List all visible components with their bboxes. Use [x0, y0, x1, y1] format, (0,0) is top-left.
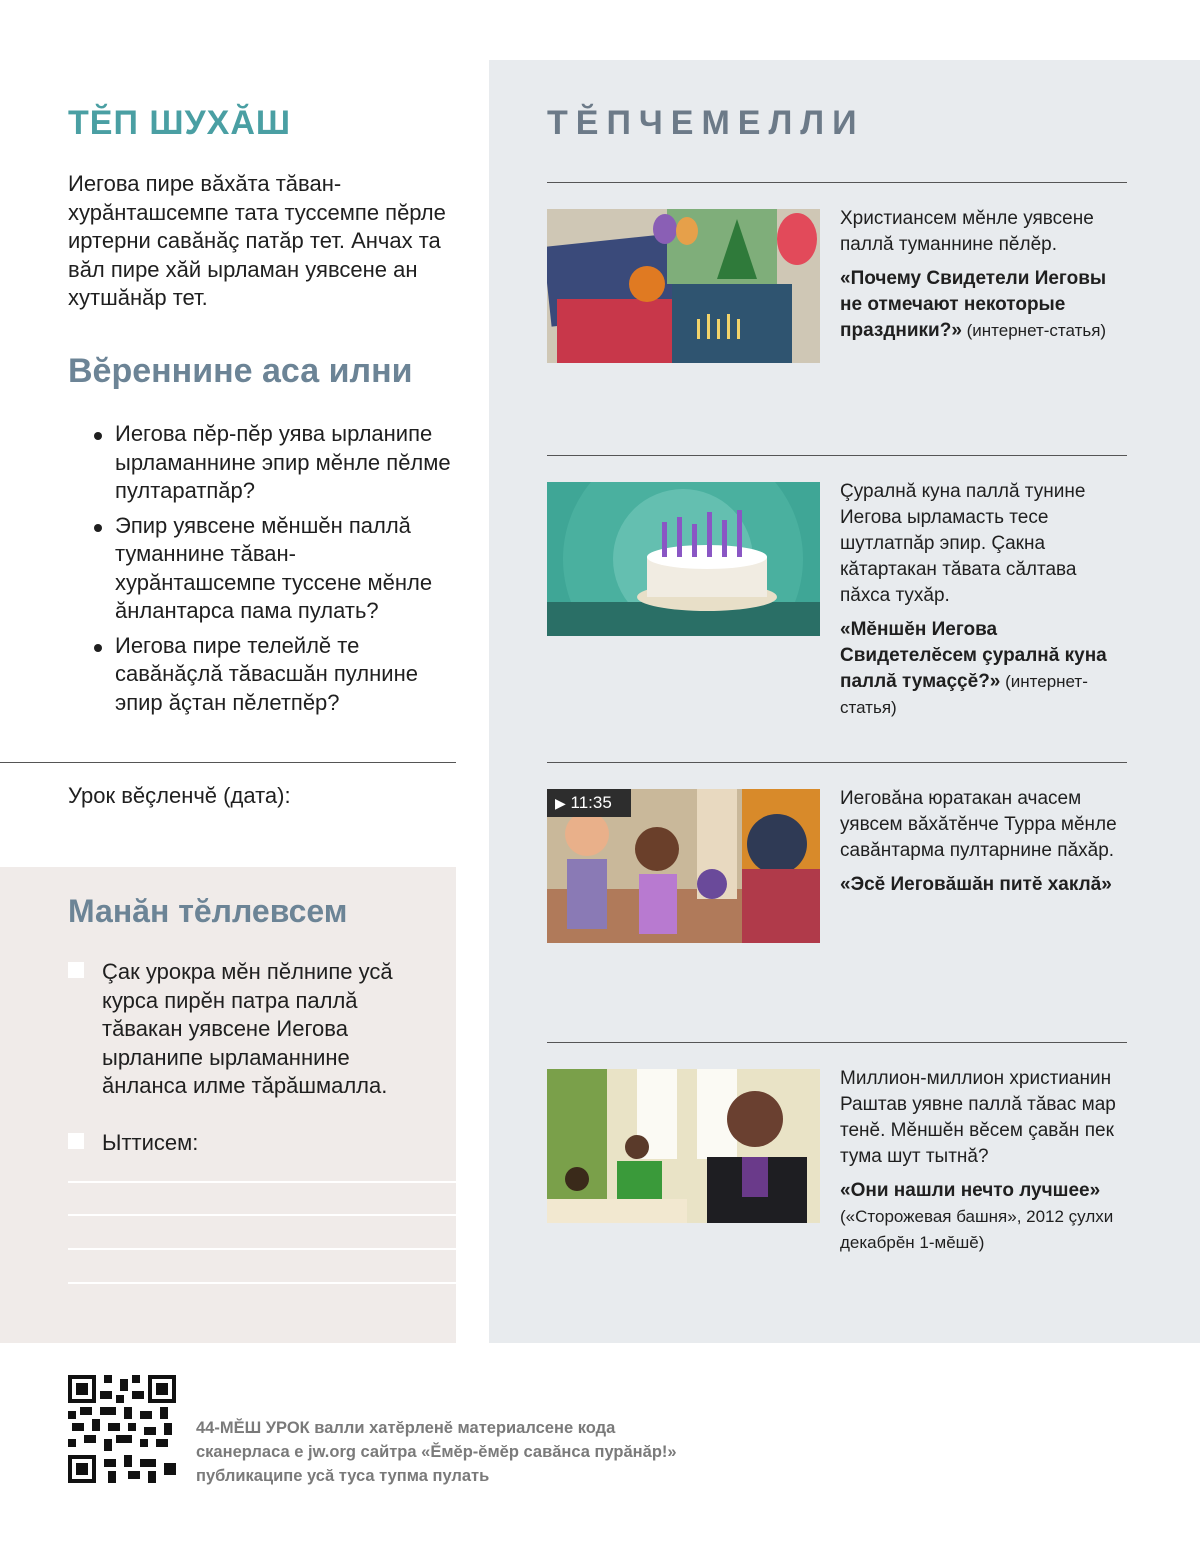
holidays-collage-image[interactable]: [547, 209, 820, 363]
divider: [547, 455, 1127, 456]
write-line[interactable]: [68, 1248, 456, 1250]
research-item-ref[interactable]: [840, 1178, 1130, 1256]
review-question: Эпир уявсене мĕншĕн паллă туманнине тăван-хурăнташсемпе туссене мĕнле ăнлантарса пама пулать?: [90, 512, 456, 626]
goal-text: Ыттисем:: [102, 1130, 199, 1155]
research-item: [840, 1066, 1130, 1256]
research-item-ref[interactable]: [840, 872, 1130, 898]
research-item-source: (интернет-статья): [961, 321, 1107, 340]
research-item-title[interactable]: «Они нашли нечто лучшее»: [840, 1180, 1101, 1201]
summary-heading: ТĔП ШУХĂШ: [68, 104, 292, 142]
research-item-desc: Иеговăна юратакан ачасем уявсем вăхăтĕнче Турра мĕнле савăнтарма пултарнине пăхăр.: [840, 788, 1117, 861]
play-icon[interactable]: ▶: [555, 795, 566, 811]
goal-item: [68, 1129, 438, 1158]
goal-checkbox[interactable]: [68, 962, 84, 978]
goal-text: Çак урокра мĕн пĕлнипе усă курса пирĕн патра паллă тăвакан уявсене Иегова ырланипе ырламаннине ăнланса илме тăрăшмалла.: [102, 959, 393, 1098]
review-question: Иегова пĕр-пĕр уява ырланипе ырламаннине эпир мĕнле пĕлме пултаратпăр?: [90, 420, 456, 506]
research-item-desc: Çуралнă куна паллă тунине Иегова ырламасть тесе шутлатпăр эпир. Çакна кăтартакан тăвата сăлтава пăхса тухăр.: [840, 481, 1086, 606]
research-item-ref[interactable]: [840, 617, 1130, 721]
goals-box: [0, 867, 456, 1343]
write-line[interactable]: [68, 1181, 456, 1183]
footer-text: 44-МĔШ УРОК валли хатĕрленĕ материалсене кода сканерласа е jw.org сайтра «Ĕмĕр-ĕмĕр савăнса пурăнăр!» публикаципе усă туса тупма пулать: [196, 1419, 677, 1485]
research-item-title[interactable]: «Эсĕ Иеговăшăн питĕ хаклă»: [840, 874, 1112, 895]
research-item-source: (интернет-статья): [840, 672, 1088, 717]
research-item-ref[interactable]: [840, 266, 1130, 344]
write-line[interactable]: [68, 1282, 456, 1284]
research-item: [840, 786, 1130, 898]
research-item-source: («Сторожевая башня», 2012 çулхи декабрĕн 1-мĕшĕ): [840, 1207, 1114, 1252]
divider: [547, 1042, 1127, 1043]
video-duration: 11:35: [570, 793, 612, 812]
goal-checkbox[interactable]: [68, 1133, 84, 1149]
review-questions-list: [90, 420, 456, 723]
lesson-date-label: Урок вĕçленчĕ (дата):: [68, 783, 291, 808]
smiling-woman-photo[interactable]: [547, 1069, 820, 1223]
research-item-desc: Миллион-миллион христианин Раштав уявне паллă тăвас мар тенĕ. Мĕншĕн вĕсем çавăн пек тума шут тытнă?: [840, 1068, 1116, 1167]
birthday-cake-image[interactable]: [547, 482, 820, 636]
write-line[interactable]: [68, 1214, 456, 1216]
research-item-title[interactable]: «Мĕншĕн Иегова Свидетелĕсем çуралнă куна паллă тумаççĕ?»: [840, 619, 1107, 692]
summary-text: Иегова пире вăхăта тăван-хурăнташсемпе тата туссемпе пĕрле иртерни савăнăç патăр тет. Анчах та вăл пире хăй ырламан уявсене ан хутшăнăр тет.: [68, 171, 446, 310]
video-thumbnail[interactable]: [547, 789, 820, 943]
divider: [547, 182, 1127, 183]
review-questions-heading: Вĕреннине аса илни: [68, 352, 413, 390]
qr-code-icon[interactable]: [68, 1375, 176, 1483]
research-item: [840, 479, 1130, 721]
divider: [547, 762, 1127, 763]
video-duration-badge: [547, 789, 631, 817]
research-item-desc: Христиансем мĕнле уявсене паллă туманнине пĕлĕр.: [840, 208, 1094, 255]
divider: [0, 762, 456, 763]
research-item-title[interactable]: «Почему Свидетели Иеговы не отмечают некоторые праздники?»: [840, 268, 1107, 341]
research-item: [840, 206, 1130, 344]
research-heading: ТĔПЧЕМЕЛЛИ: [547, 104, 865, 142]
goal-item: [68, 958, 438, 1101]
review-question: Иегова пире телейлĕ те савăнăçлă тăвасшăн пулнине эпир ăçтан пĕлетпĕр?: [90, 632, 456, 718]
goals-heading: Манăн тĕллевсем: [68, 893, 348, 929]
